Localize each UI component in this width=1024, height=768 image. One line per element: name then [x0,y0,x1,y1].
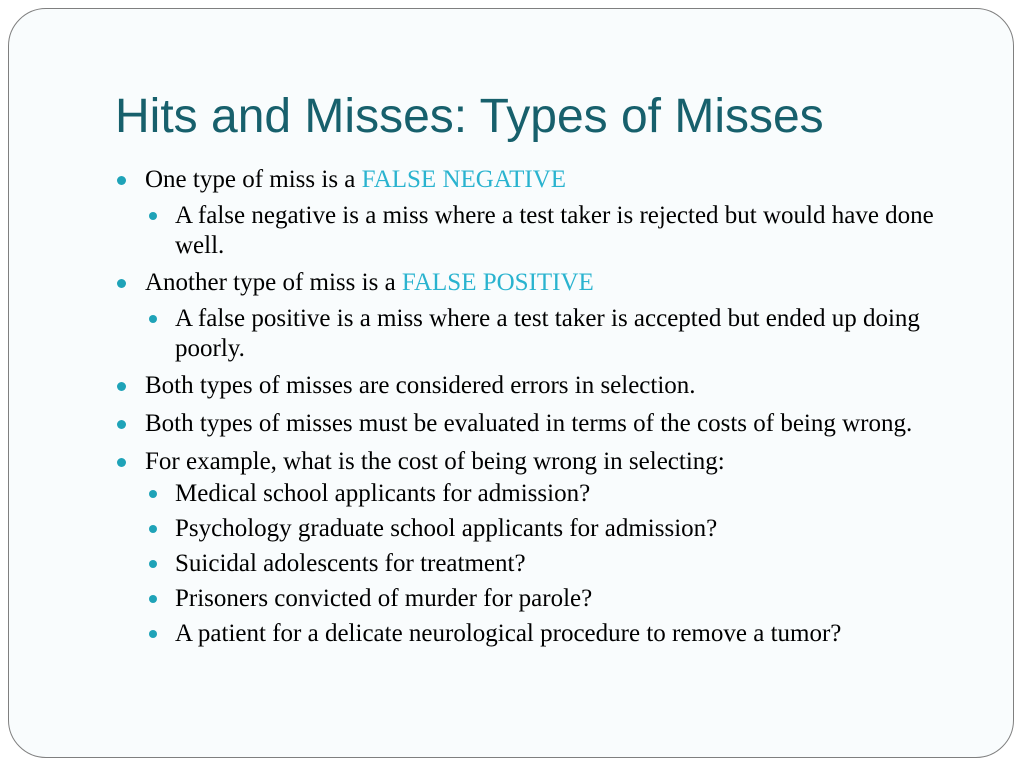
bullet-text: Both types of misses must be evaluated in terms of the costs of being wrong. [145,410,913,437]
bullet-text: For example, what is the cost of being wrong in selecting: [145,448,725,475]
highlight-term: FALSE NEGATIVE [361,166,567,193]
bullet-item-errors [113,371,973,401]
bullet-text: Both types of misses are considered errors in selection. [145,372,696,399]
sub-bullet-text: Psychology graduate school applicants for admission? [175,515,718,542]
sub-bullet-text: A false positive is a miss where a test taker is accepted but ended up doing poorly. [175,305,920,362]
sub-bullet-item [113,479,973,509]
bullet-item-example [113,447,973,477]
bullet-item-costs [113,409,973,439]
sub-bullet-text: Suicidal adolescents for treatment? [175,550,526,577]
slide-title: Hits and Misses: Types of Misses [115,90,824,143]
bullet-icon [117,176,126,185]
bullet-icon [149,595,157,603]
bullet-item-false-positive [113,268,973,298]
bullet-list [113,165,973,656]
bullet-icon [117,382,126,391]
sub-bullet-item [113,514,973,544]
bullet-icon [149,212,157,220]
sub-bullet-text: Medical school applicants for admission? [175,480,591,507]
bullet-icon [117,279,126,288]
highlight-term: FALSE POSITIVE [401,269,594,296]
sub-bullet-item [113,584,973,614]
bullet-text: Another type of miss is a [145,269,402,296]
sub-bullet-text: A patient for a delicate neurological procedure to remove a tumor? [175,620,842,647]
bullet-icon [117,458,126,467]
bullet-icon [149,560,157,568]
bullet-icon [149,490,157,498]
bullet-icon [117,420,126,429]
sub-bullet-text: A false negative is a miss where a test taker is rejected but would have done well. [175,202,934,259]
sub-bullet-item [113,304,973,364]
bullet-icon [149,525,157,533]
sub-bullet-item [113,619,973,649]
sub-bullet-item [113,549,973,579]
bullet-item-false-negative [113,165,973,195]
sub-bullet-text: Prisoners convicted of murder for parole? [175,585,593,612]
bullet-icon [149,630,157,638]
slide [8,8,1014,758]
bullet-icon [149,315,157,323]
sub-bullet-item [113,201,973,261]
bullet-text: One type of miss is a [145,166,362,193]
